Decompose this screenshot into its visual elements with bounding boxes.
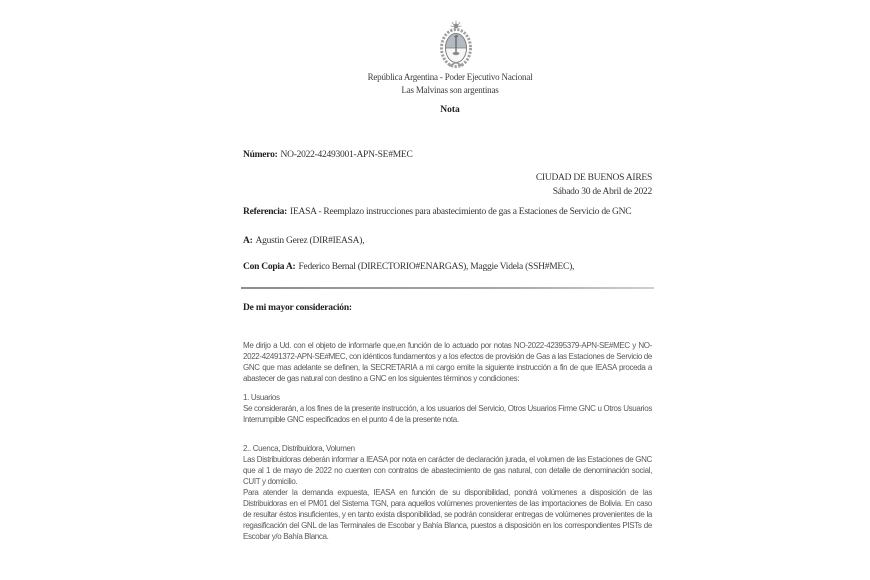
section-1-title: 1. Usuarios [243, 393, 280, 402]
cc-line [243, 262, 574, 272]
intro-paragraph: Me dirijo a Ud. con el objeto de informarle que,en función de lo actuado por notas NO-2022-42395379-APN-SE#MEC y NO-2022-42491372-APN-SE#MEC, con idénticos fundamentos y a los efectos de provisión de Gas a las Estaciones de Servicio de GNC que mas adelante se definen, la SECRETARIA a mi cargo emite la siguiente instrucción a fin de que IEASA proceda a abastecer de gas natural con destino a GNC en los siguientes términos y condiciones: [243, 341, 652, 383]
section-2-cuenca [243, 443, 652, 542]
section-1-text: Se considerarán, a los fines de la presente instrucción, a los usuarios del Servicio, Otros Usuarios Firme GNC u Otros Usuarios Interrumpible GNC especificados en el punto 4 de la presente nota. [243, 404, 652, 424]
city-date-block [243, 171, 652, 199]
referencia-label: Referencia: [243, 207, 288, 217]
horizontal-divider [241, 287, 654, 289]
org-line-2: Las Malvinas son argentinas [401, 85, 499, 95]
section-2-title: 2.. Cuenca, Distribuidora, Volumen [243, 444, 355, 453]
argentina-coat-of-arms-icon [433, 20, 479, 70]
section-2-text-1: Las Distribuidoras deberán informar a IEASA por nota en carácter de declaración jurada, el volumen de las Estaciones de GNC que al 1 de mayo de 2022 no cuenten con contratos de abastecimiento de gas natural, con detalle de denominación social, CUIT y domicilio. [243, 455, 652, 486]
date-line: Sábado 30 de Abril de 2022 [552, 187, 652, 197]
cc-value: Federico Bernal (DIRECTORIO#ENARGAS), Maggie Videla (SSH#MEC), [298, 262, 575, 272]
city-line: CIUDAD DE BUENOS AIRES [535, 173, 652, 183]
referencia-line [243, 207, 657, 217]
cc-label: Con Copia A: [243, 262, 296, 272]
recipient-label: A: [243, 236, 253, 246]
numero-label: Número: [243, 150, 278, 160]
section-1-usuarios [243, 392, 652, 425]
referencia-value: IEASA - Reemplazo instrucciones para abastecimiento de gas a Estaciones de Servicio de GNC [290, 207, 632, 217]
recipient-line [243, 236, 364, 246]
document-type-title: Nota [440, 105, 460, 115]
salutation-line: De mi mayor consideración: [243, 303, 352, 313]
numero-value: NO-2022-42493001-APN-SE#MEC [280, 150, 413, 160]
org-line-1: República Argentina - Poder Ejecutivo Nacional [367, 72, 533, 82]
numero-line [243, 150, 413, 160]
section-2-text-2: Para atender la demanda expuesta, IEASA en función de su disponibilidad, pondrá volúmenes a disposición de las Distribuidoras en el PM01 del Sistema TGN, para aquellos volúmenes provenientes de las importaciones de Bolivia. En caso de resultar éstos insuficientes, y en tanto exista disponibilidad, se podrán considerar entregas de volúmenes provenientes de la regasificación del GNL de las Terminales de Escobar y Bahía Blanca, puestos a disposición en los correspondientes PISTs de Escobar y/o Bahía Blanca. [243, 488, 652, 541]
header-org-lines [228, 71, 672, 97]
recipient-value: Agustin Gerez (DIR#IEASA), [255, 236, 365, 246]
